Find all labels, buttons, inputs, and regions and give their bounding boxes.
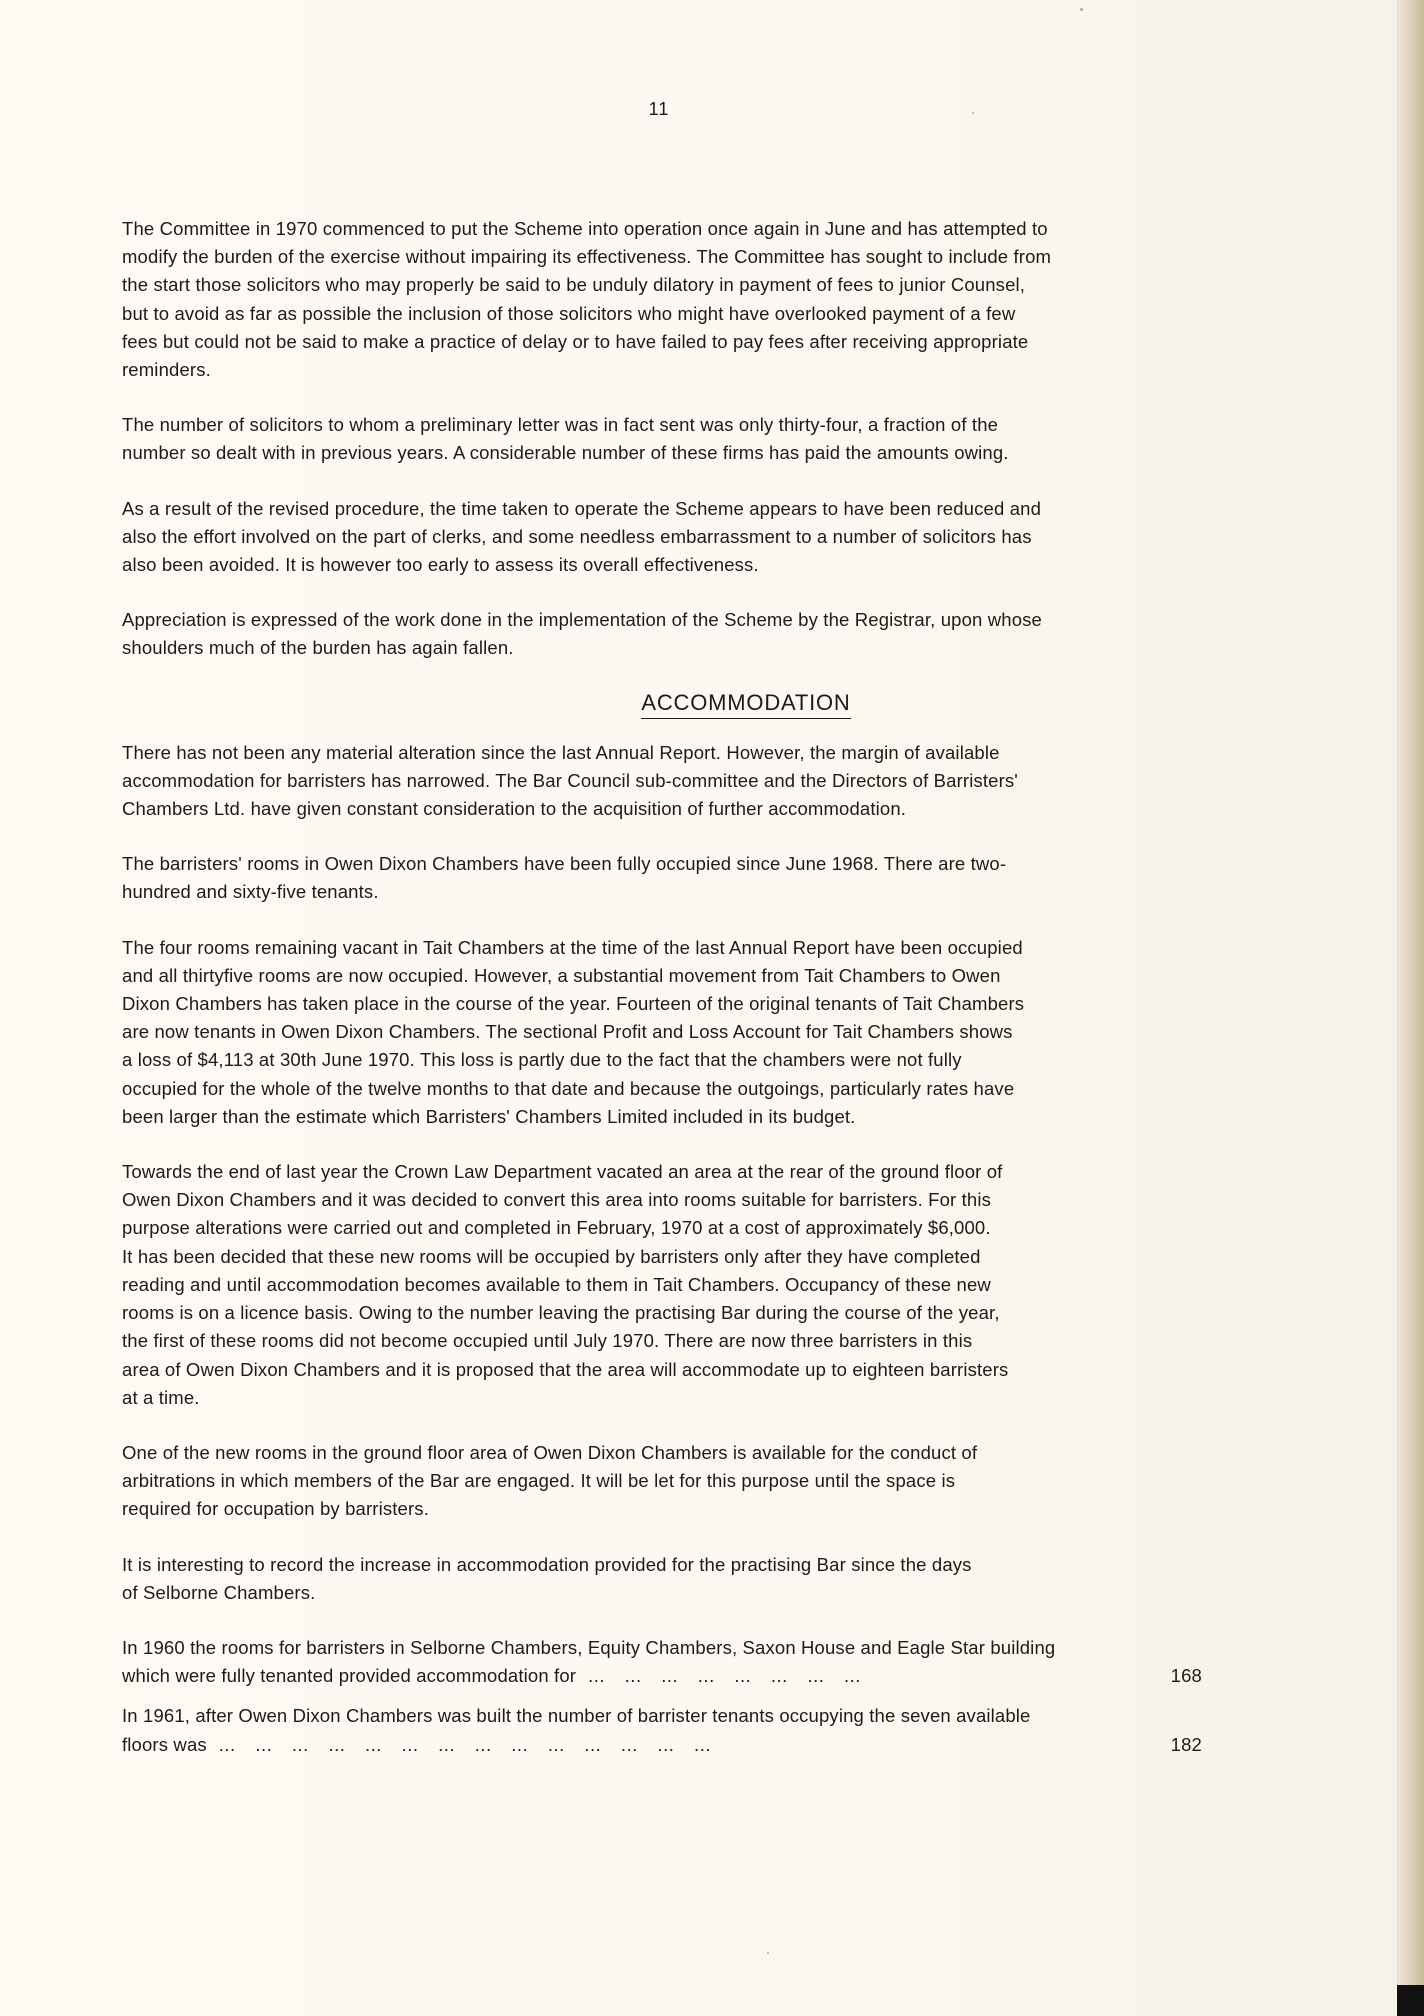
entry-value: 168	[1170, 1665, 1202, 1687]
paragraph: There has not been any material alteration since the last Annual Report. However, the margin of available accommodation for barristers has narrowed. The Bar Council sub-committee and the Directors of Barristers' Chambers Ltd. have given constant consideration to the acquisition of further accommodation.	[122, 741, 1018, 820]
entry-description: In 1961, after Owen Dixon Chambers was built the number of barrister tenants occupying the seven available	[122, 1705, 1031, 1727]
page-edge-shadow	[1397, 0, 1424, 1985]
scan-border	[1397, 1985, 1424, 2016]
scan-speck	[767, 1952, 769, 1954]
entry-leader-line	[122, 1662, 1202, 1690]
paragraph: One of the new rooms in the ground floor area of Owen Dixon Chambers is available for the conduct of arbitrations in which members of the Bar are engaged. It will be let for this purpose until the space is required for occupation by barristers.	[122, 1441, 978, 1520]
paragraph: As a result of the revised procedure, the time taken to operate the Scheme appears to have been reduced and also the effort involved on the part of clerks, and some needless embarrassment to a number of solicitors has also been avoided. It is however too early to assess its overall effectiveness.	[122, 497, 1042, 576]
paragraph: It is interesting to record the increase in accommodation provided for the practising Bar since the days of Selborne Chambers.	[122, 1553, 972, 1603]
paragraph: The four rooms remaining vacant in Tait Chambers at the time of the last Annual Report have been occupied and all thirtyfive rooms are now occupied. However, a substantial movement from Tait Chambers to Owen Dixon Chambers has taken place in the course of the year. Fourteen of the original tenants of Tait Chambers are now tenants in Owen Dixon Chambers. The sectional Profit and Loss Account for Tait Chambers shows a loss of $4,113 at 30th June 1970. This loss is partly due to the fact that the chambers were not fully occupied for the whole of the twelve months to that date and because the outgoings, particularly rates have been larger than the estimate which Barristers' Chambers Limited included in its budget.	[122, 936, 1025, 1127]
page-number: 11	[648, 99, 670, 119]
leader-dots: ... ... ... ... ... ... ... ... ... ... ... ... ... ...	[218, 1733, 711, 1755]
paragraph: Towards the end of last year the Crown Law Department vacated an area at the rear of the ground floor of Owen Dixon Chambers and it was decided to convert this area into rooms suitable for barristers. For this purpose alterations were carried out and completed in February, 1970 at a cost of approximately $6,000. It has been decided that these new rooms will be occupied by barristers only after they have completed reading and until accommodation becomes available to them in Tait Chambers. Occupancy of these new rooms is on a licence basis. Owing to the number leaving the practising Bar during the course of the year, the first of these rooms did not become occupied until July 1970. There are now three barristers in this area of Owen Dixon Chambers and it is proposed that the area will accommodate up to eighteen barristers at a time.	[122, 1161, 1009, 1408]
entry-description: In 1960 the rooms for barristers in Selborne Chambers, Equity Chambers, Saxon House and Eagle Star building	[122, 1636, 1056, 1658]
paragraph: The barristers' rooms in Owen Dixon Chambers have been fully occupied since June 1968. There are two- hundred and sixty-five tenants.	[122, 853, 1007, 903]
document-body	[122, 215, 1240, 1771]
scan-speck	[1080, 8, 1083, 11]
statistic-entry	[122, 1634, 1240, 1690]
paragraph: The number of solicitors to whom a preliminary letter was in fact sent was only thirty-four, a fraction of the number so dealt with in previous years. A considerable number of these firms has paid the amounts owing.	[122, 414, 1009, 464]
statistic-entry	[122, 1702, 1240, 1758]
entry-value: 182	[1170, 1733, 1202, 1755]
paragraph: The Committee in 1970 commenced to put the Scheme into operation once again in June and has attempted to modify the burden of the exercise without impairing its effectiveness. The Committee has sought to include from the start those solicitors who may properly be said to be unduly dilatory in payment of fees to junior Counsel, but to avoid as far as possible the inclusion of those solicitors who might have overlooked payment of a few fees but could not be said to make a practice of delay or to have failed to pay fees after receiving appropriate reminders.	[122, 218, 1052, 381]
entry-description-end: floors was	[122, 1733, 207, 1755]
paragraph: Appreciation is expressed of the work done in the implementation of the Scheme by the Registrar, upon whose shoulders much of the burden has again fallen.	[122, 609, 1042, 659]
entry-description-end: which were fully tenanted provided accommodation for	[122, 1665, 577, 1687]
section-heading-text: ACCOMMODATION	[641, 690, 850, 719]
entry-leader-line	[122, 1731, 1202, 1759]
section-heading	[122, 690, 1240, 719]
leader-dots: ... ... ... ... ... ... ... ...	[588, 1665, 861, 1687]
